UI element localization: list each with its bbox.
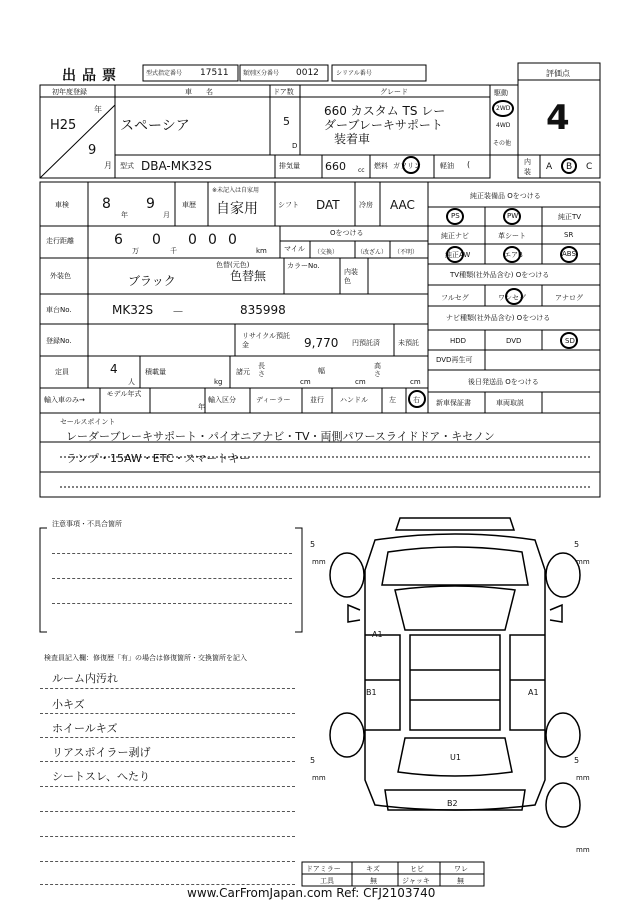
form-title: 出品票 [62,68,122,84]
equip-sr: SR [564,231,574,239]
tire-unit-rl: mm [312,774,326,782]
caution-label: 注意事項・不具合箇所 [52,520,122,528]
class-label: 類別区分番号 [243,70,280,77]
drive-4wd: 4WD [496,122,511,129]
note-line-5: シートスレ、へたり [52,770,151,783]
model-year-label: モデル年式 [106,390,142,398]
displacement-label: 排気量 [279,162,300,170]
mirror-header-1: ドアミラー [306,865,341,873]
equip-pw-circle [503,208,521,225]
chassis-prefix: MK32S [112,303,154,317]
month-unit: 月 [104,161,112,170]
displacement-unit: cc [358,167,365,174]
watermark: www.CarFromJapan.com Ref: CFJ2103740 [187,886,436,900]
color-label: 外装色 [50,272,71,280]
fuel-label: 燃料 [374,162,388,170]
note-rule-6 [40,811,295,812]
dealer-label: ディーラー [256,396,291,404]
displacement-value: 660 [325,160,346,173]
tire-unit-rr: mm [576,774,590,782]
inspector-label: 検査員記入欄：修復歴「有」の場合は修復箇所・交換箇所を記入 [44,654,247,662]
history-label: 車歴 [182,201,196,209]
shaken-label: 車検 [55,201,69,209]
mileage-digit-2: 0 [152,232,161,248]
class-no: 0012 [296,68,319,78]
grade-line-1: 660 カスタム TS レー [324,104,446,118]
load-kg-unit: kg [214,378,223,386]
mileage-digit-5: 0 [228,232,237,248]
interior-grade-circle [561,158,577,174]
tire-unit-spare: mm [576,846,590,854]
equip-leather: 革シート [498,232,526,240]
mileage-label: 走行距離 [46,237,74,245]
equip-abs: ABS [562,250,576,258]
model-year-unit: 年 [198,403,205,411]
rating-label: 評価点 [546,69,570,78]
handle-right: 右 [413,396,420,404]
tire-depth-rl: 5 [310,756,316,765]
unknown-label: （不明） [394,249,419,256]
tv-analog: アナログ [555,294,583,302]
mark-b1-left: B1 [366,688,377,697]
sales-line-1: レーダーブレーキサポート・パイオニアナビ・TV・両側パワースライドドア・キセノン [66,430,495,443]
equip-airbag-circle [503,246,521,263]
import-class-label: 輸入区分 [208,396,236,404]
model-value: DBA-MK32S [141,159,212,173]
serial-label: シリアル番号 [336,70,372,77]
mirror-tools-value: 無 [370,877,377,885]
model-spec-no: 17511 [200,68,229,78]
note-line-2: 小キズ [52,698,85,711]
shaken-year: 8 [102,196,111,212]
mark-a1-right: A1 [528,688,539,697]
mark-note: Oをつける [330,229,364,237]
note-rule-1 [40,688,295,689]
equipment-header: 純正装備品 Oをつける [470,192,541,200]
first-reg-month: 9 [88,143,97,158]
history-value: 自家用 [216,201,258,217]
equip-pw: PW [507,212,519,220]
height-cm-unit: cm [410,378,421,386]
mirror-jack-label: ジャッキ [402,877,430,885]
history-note: ※未記入は自家用 [212,187,260,194]
interior-label-2: 装 [524,168,531,176]
equip-ps-circle [446,208,464,225]
reg-no-label: 登録No. [46,337,72,345]
grade-line-2: ダーブレーキサポート [324,118,443,132]
size-label: 諸元 [236,368,250,376]
mirror-header-2: キズ [366,865,380,873]
color-no-label: カラーNo. [287,262,320,270]
navi-dvd: DVD [506,337,522,345]
equip-navi: 純正ナビ [441,232,469,240]
tv-header: TV種類(社外品含む) Oをつける [450,271,550,279]
rating-score: 4 [546,98,570,138]
tire-unit-fl: mm [312,558,326,566]
shaken-year-unit: 年 [121,211,128,219]
note-line-4: リアスポイラー剥げ [52,746,151,759]
interior-label-1: 内 [524,158,531,166]
navi-header: ナビ種類(社外品含む) Oをつける [446,314,551,322]
after-warranty: 新車保証書 [436,399,471,407]
capacity-label: 定員 [55,368,69,376]
sales-label: セールスポイント [60,418,116,426]
ac-value: AAC [390,198,415,212]
first-reg-label: 初年度登録 [52,88,87,96]
model-label: 型式 [120,162,134,170]
interior-grade-a: A [546,162,553,172]
navi-hdd: HDD [450,337,467,345]
equip-tv: 純正TV [558,213,582,221]
handle-right-circle [408,390,426,408]
shaken-month-unit: 月 [163,211,170,219]
tv-oneseg-circle [505,288,523,305]
equip-ps: PS [451,212,460,220]
exchange-label: （交換） [314,249,339,256]
width-label: 幅 [318,367,325,375]
grade-label: グレード [380,88,408,96]
tire-depth-rr: 5 [574,756,580,765]
fuel-value: ガソリン [393,162,421,170]
interior-color-label: 内装色 [344,268,358,285]
chassis-no: 835998 [240,303,286,317]
tire-depth-fr: 5 [574,540,580,549]
length-cm-unit: cm [300,378,311,386]
mirror-tools-label: 工具 [320,877,334,885]
width-cm-unit: cm [355,378,366,386]
doors-unit: D [292,142,298,150]
repaint-value: 色替無 [230,269,267,283]
mileage-digit-3: 0 [188,232,197,248]
note-rule-4 [40,761,295,762]
car-name: スペーシア [120,118,190,134]
shaken-month: 9 [146,196,155,212]
note-rule-9 [40,884,295,885]
car-name-label: 車名 [185,88,227,96]
mileage-digit-1: 6 [114,232,123,248]
chassis-label: 車台No. [46,306,72,314]
first-reg-year: H25 [50,118,77,133]
equip-aw: 純正AW [445,251,471,259]
recycle-label: リサイクル預託金 [242,332,291,349]
height-label: 高さ [374,362,381,378]
capacity-value: 4 [110,362,118,376]
note-line-1: ルーム内汚れ [52,672,118,685]
drive-label: 駆動 [494,89,508,97]
equip-abs-circle [560,246,578,263]
diesel-label: 軽油 [440,162,454,170]
year-unit: 年 [94,105,102,114]
note-rule-7 [40,836,295,837]
altered-label: （改ざん） [357,249,388,256]
recycle-amount: 9,770 [304,336,339,350]
tire-depth-fl: 5 [310,540,316,549]
after-manual: 車両取説 [496,399,524,407]
tv-fullseg: フルセグ [441,294,469,302]
note-rule-2 [40,713,295,714]
capacity-unit: 人 [128,378,135,386]
chassis-dash: － [172,305,185,319]
caution-line-2 [52,578,292,579]
interior-grade-c: C [586,162,593,172]
ac-label: 冷房 [359,201,373,209]
mirror-header-3: ヒビ [410,865,424,873]
sales-line-2: ランプ・15AW・ETC・スマートキー [66,452,251,465]
mirror-jack-value: 無 [457,877,464,885]
note-rule-5 [40,786,295,787]
import-label: 輸入車のみ→ [44,396,85,404]
interior-grade-b: B [566,162,573,172]
equip-airbag: エアB [504,251,523,259]
color-value: ブラック [128,274,176,288]
mileage-km-unit: km [256,247,267,255]
after-header: 後日発送品 Oをつける [468,378,539,386]
parallel-label: 並行 [310,396,324,404]
tv-oneseg: ワンセグ [498,294,526,302]
mark-a1-hood: A1 [372,630,383,639]
tire-unit-fr: mm [576,558,590,566]
navi-sd-circle [560,332,578,349]
caution-line-3 [52,603,292,604]
recycle-unit: 円預託済 [352,339,380,347]
note-rule-3 [40,737,295,738]
model-spec-label: 型式指定番号 [146,70,183,77]
handle-left: 左 [389,396,396,404]
drive-2wd: 2WD [496,105,511,112]
mileage-man-unit: 万 [132,247,139,255]
shift-label: シフト [278,201,299,209]
mirror-header-4: ワレ [454,865,468,873]
mile-label: マイル [284,245,305,253]
doors-label: ドア数 [273,88,294,96]
caution-line-1 [52,553,292,554]
drive-other: その他 [493,140,512,147]
fuel-circle [402,156,420,174]
note-rule-8 [40,861,295,862]
grade-line-3: 装着車 [334,132,371,146]
navi-sd: SD [565,337,575,345]
mileage-digit-4: 0 [208,232,217,248]
drive-2wd-circle [492,100,514,117]
mileage-sen-unit: 千 [170,247,177,255]
diesel-paren: ( [467,160,471,169]
load-label: 積載量 [145,368,166,376]
dvd-label: DVD再生可 [436,356,473,364]
car-damage-diagram [300,510,610,830]
mark-b2-bumper: B2 [447,799,458,808]
note-line-3: ホイールキズ [52,722,118,735]
recycle-not: 未預託 [398,339,419,347]
equip-aw-circle [446,246,464,263]
handle-label: ハンドル [340,396,368,404]
repaint-label: 色替(元色) [216,261,250,269]
mark-u1-rear: U1 [450,753,461,762]
length-label: 長さ [258,362,265,378]
shift-value: DAT [316,198,340,212]
doors-value: 5 [283,115,290,128]
